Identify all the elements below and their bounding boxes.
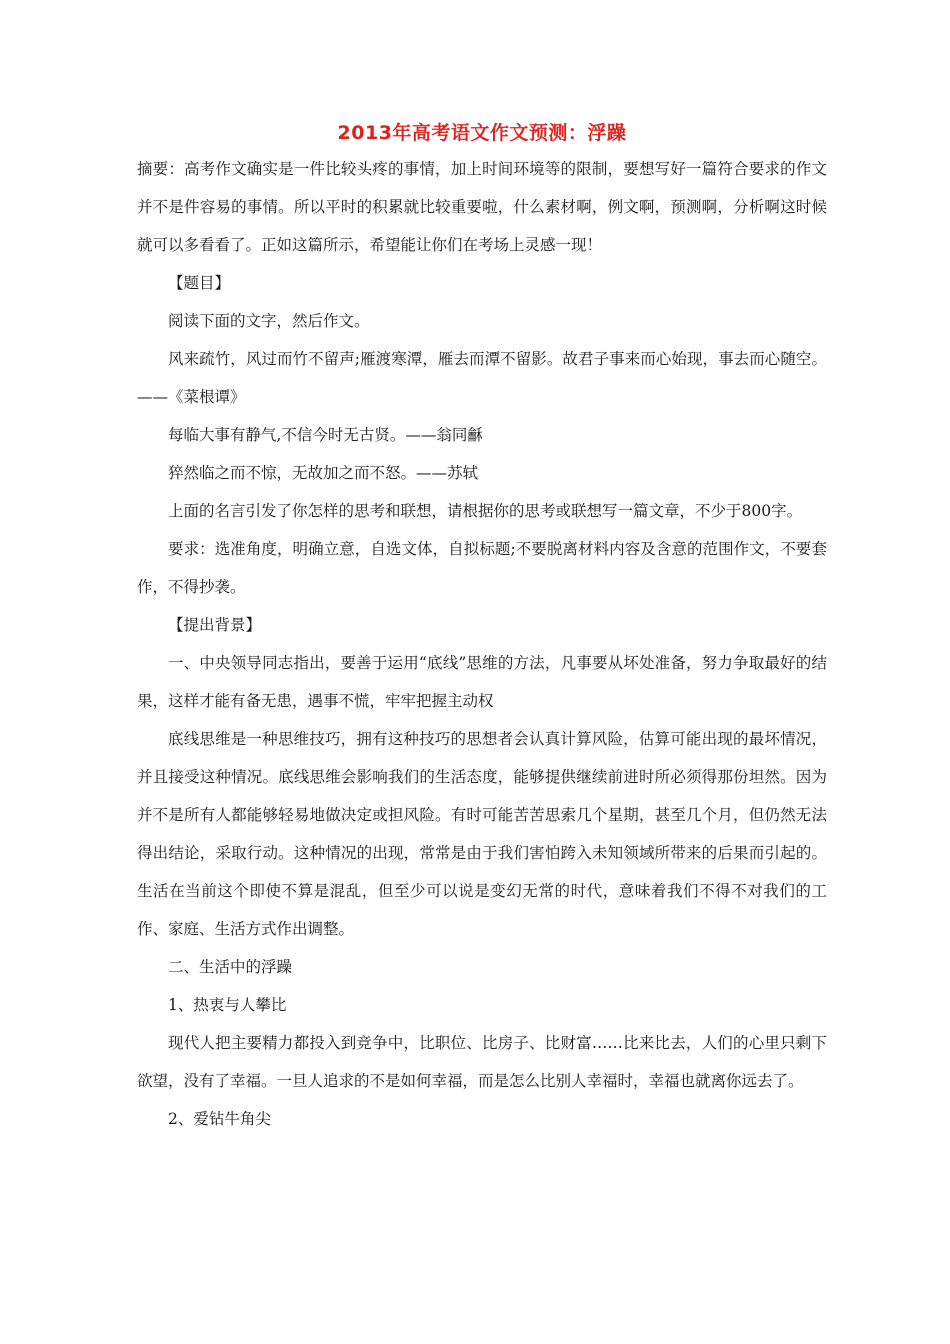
paragraph: 现代人把主要精力都投入到竞争中，比职位、比房子、比财富……比来比去，人们的心里只剩下欲望，没有了幸福。一旦人追求的不是如何幸福，而是怎么比别人幸福时，幸福也就离你远去了。 <box>137 1034 827 1090</box>
paragraph: 2、爱钻牛角尖 <box>168 1110 271 1128</box>
paragraph: 每临大事有静气,不信今时无古贤。——翁同龢 <box>168 426 483 444</box>
paragraph: 【题目】 <box>168 274 231 292</box>
document-page <box>137 118 827 1138</box>
paragraph: 二、生活中的浮躁 <box>168 958 293 976</box>
paragraph: 上面的名言引发了你怎样的思考和联想，请根据你的思考或联想写一篇文章，不少于800字。 <box>168 502 803 520</box>
document-body <box>137 150 827 1138</box>
paragraph: 猝然临之而不惊，无故加之而不怒。——苏轼 <box>168 464 479 482</box>
paragraph: 风来疏竹，风过而竹不留声;雁渡寒潭，雁去而潭不留影。故君子事来而心始现，事去而心随空。——《菜根谭》 <box>137 350 827 406</box>
paragraph: 阅读下面的文字，然后作文。 <box>168 312 370 330</box>
paragraph: 底线思维是一种思维技巧，拥有这种技巧的思想者会认真计算风险，估算可能出现的最坏情况，并且接受这种情况。底线思维会影响我们的生活态度，能够提供继续前进时所必须得那份坦然。因为并不是所有人都能够轻易地做决定或担风险。有时可能苦苦思索几个星期，甚至几个月，但仍然无法得出结论，采取行动。这种情况的出现，常常是由于我们害怕跨入未知领域所带来的后果而引起的。生活在当前这个即使不算是混乱，但至少可以说是变幻无常的时代，意味着我们不得不对我们的工作、家庭、生活方式作出调整。 <box>137 730 827 938</box>
paragraph: 要求：选准角度，明确立意，自选文体，自拟标题;不要脱离材料内容及含意的范围作文，不要套作，不得抄袭。 <box>137 540 827 596</box>
paragraph: 摘要：高考作文确实是一件比较头疼的事情，加上时间环境等的限制，要想写好一篇符合要求的作文并不是件容易的事情。所以平时的积累就比较重要啦，什么素材啊，例文啊，预测啊，分析啊这时候就可以多看看了。正如这篇所示，希望能让你们在考场上灵感一现！ <box>137 160 827 254</box>
paragraph: 1、热衷与人攀比 <box>168 996 287 1014</box>
document-title: 2013年高考语文作文预测：浮躁 <box>337 122 627 144</box>
paragraph: 一、中央领导同志指出，要善于运用“底线”思维的方法，凡事要从坏处准备，努力争取最好的结果，这样才能有备无患，遇事不慌，牢牢把握主动权 <box>137 654 827 710</box>
paragraph: 【提出背景】 <box>168 616 262 634</box>
